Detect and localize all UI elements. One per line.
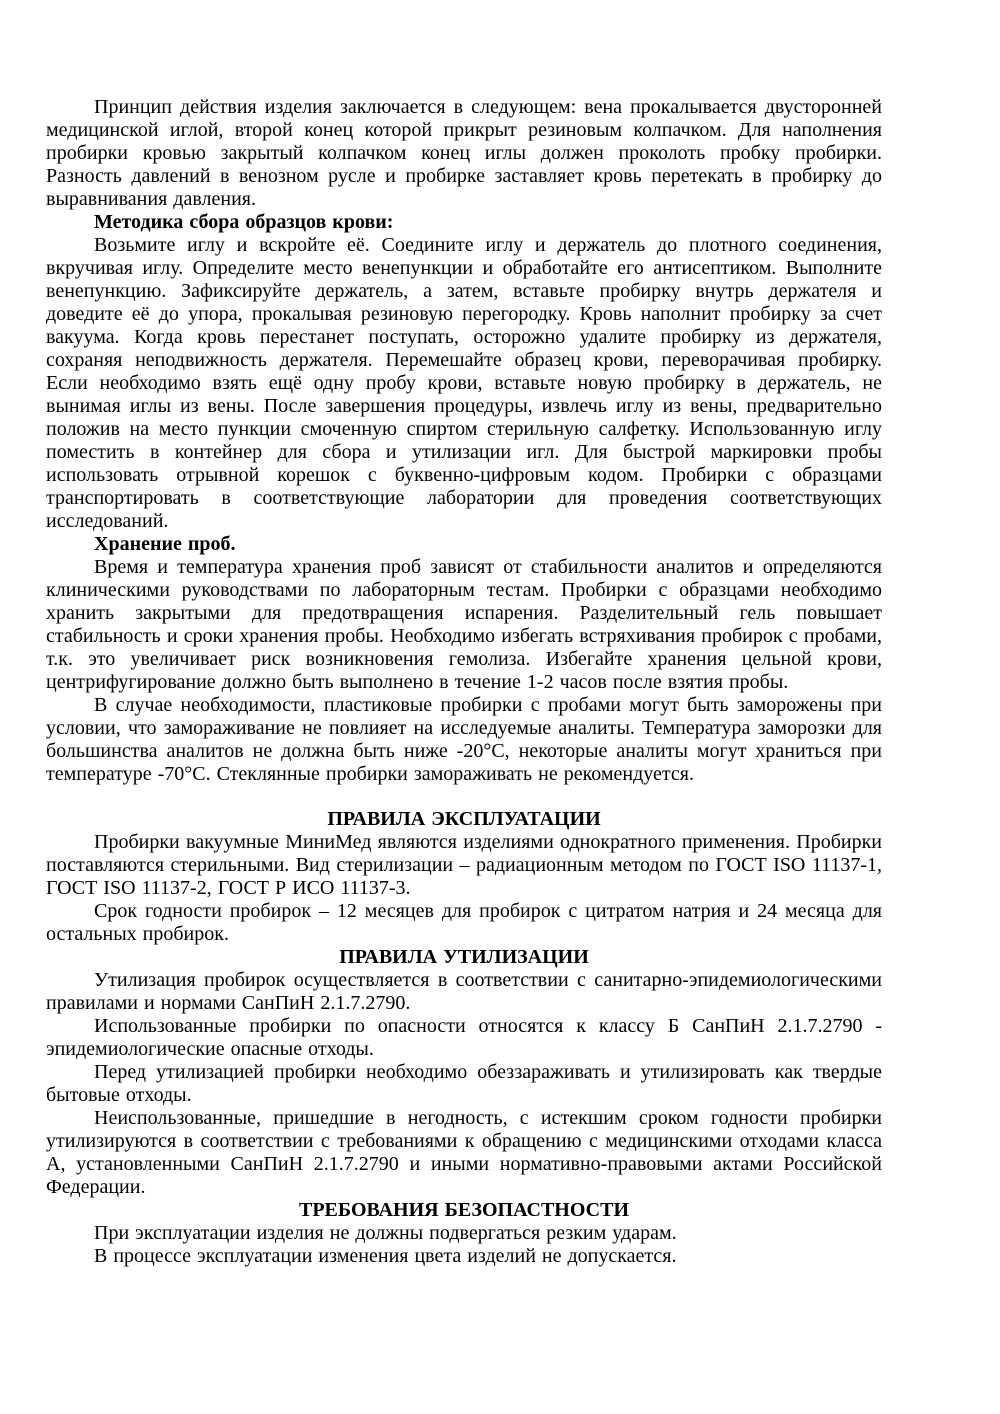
heading-sample-storage: Хранение проб. [94,533,236,555]
paragraph-storage-conditions: Время и температура хранения проб зависят от стабильности аналитов и определяются клиническими руководствами по лабораторным тестам. Пробирки с образцами необходимо хранить закрытыми для предотвращения испарения. Разделительный гель повышает стабильность и сроки хранения пробы. Необходимо избегать встряхивания пробирок с пробами, т.к. это увеличивает риск возникновения гемолиза. Избегайте хранения цельной крови, центрифугирование должно быть выполнено в течение 1-2 часов после взятия пробы. [46,556,882,693]
paragraph-used-tubes-class-b: Использованные пробирки по опасности относятся к классу Б СанПиН 2.1.7.2790 - эпидемиологические опасные отходы. [46,1015,882,1060]
document-body [46,96,882,1268]
paragraph-decontamination-before-disposal: Перед утилизацией пробирки необходимо обеззараживать и утилизировать как твердые бытовые отходы. [46,1061,882,1106]
paragraph-single-use-sterilization: Пробирки вакуумные МиниМед являются изделиями однократного применения. Пробирки поставляются стерильными. Вид стерилизации – радиационным методом по ГОСТ ISO 11137-1, ГОСТ ISO 11137-2, ГОСТ Р ИСО 11137-3. [46,831,882,899]
paragraph-disposal-sanpin: Утилизация пробирок осуществляется в соответствии с санитарно-эпидемиологическими правилами и нормами СанПиН 2.1.7.2790. [46,969,882,1014]
paragraph-shelf-life: Срок годности пробирок – 12 месяцев для пробирок с цитратом натрия и 24 месяца для остальных пробирок. [46,900,882,945]
heading-safety-requirements: ТРЕБОВАНИЯ БЕЗОПАСТНОСТИ [298,1199,630,1221]
paragraph-unused-expired-tubes-disposal: Неиспользованные, пришедшие в негодность, с истекшим сроком годности пробирки утилизируются в соответствии с требованиями к обращению с медицинскими отходами класса А, установленными СанПиН 2.1.7.2790 и иными нормативно-правовыми актами Российской Федерации. [46,1107,882,1198]
paragraph-freezing-conditions: В случае необходимости, пластиковые пробирки с пробами могут быть заморожены при условии, что замораживание не повлияет на исследуемые аналиты. Температура заморозки для большинства аналитов не должна быть ниже -20°С, некоторые аналиты могут храниться при температуре -70°С. Стеклянные пробирки замораживать не рекомендуется. [46,694,882,785]
heading-blood-sampling-method: Методика сбора образцов крови: [94,211,394,233]
paragraph-blood-sampling-procedure: Возьмите иглу и вскройте её. Соедините иглу и держатель до плотного соединения, вкручивая иглу. Определите место венепункции и обработайте его антисептиком. Выполните венепункцию. Зафиксируйте держатель, а затем, вставьте пробирку внутрь держателя и доведите её до упора, прокалывая резиновую перегородку. Кровь наполнит пробирку за счет вакуума. Когда кровь перестанет поступать, осторожно удалите пробирку из держателя, сохраняя неподвижность держателя. Перемешайте образец крови, переворачивая пробирку. Если необходимо взять ещё одну пробу крови, вставьте новую пробирку в держатель, не вынимая иглы из вены. После завершения процедуры, извлечь иглу из вены, предварительно положив на место пункции смоченную спиртом стерильную салфетку. Использованную иглу поместить в контейнер для сбора и утилизации игл. Для быстрой маркировки пробы использовать отрывной корешок с буквенно-цифровым кодом. Пробирки с образцами транспортировать в соответствующие лаборатории для проведения соответствующих исследований. [46,234,882,532]
heading-operating-rules: ПРАВИЛА ЭКСПЛУАТАЦИИ [327,808,601,830]
paragraph-operating-principle: Принцип действия изделия заключается в следующем: вена прокалывается двусторонней медицинской иглой, второй конец которой прикрыт резиновым колпачком. Для наполнения пробирки кровью закрытый колпачком конец иглы должен проколоть пробку пробирки. Разность давлений в венозном русле и пробирке заставляет кровь перетекать в пробирку до выравнивания давления. [46,96,882,210]
paragraph-no-color-change: В процессе эксплуатации изменения цвета изделий не допускается. [94,1245,677,1267]
heading-disposal-rules: ПРАВИЛА УТИЛИЗАЦИИ [339,946,589,968]
paragraph-no-sharp-impacts: При эксплуатации изделия не должны подвергаться резким ударам. [94,1222,677,1244]
